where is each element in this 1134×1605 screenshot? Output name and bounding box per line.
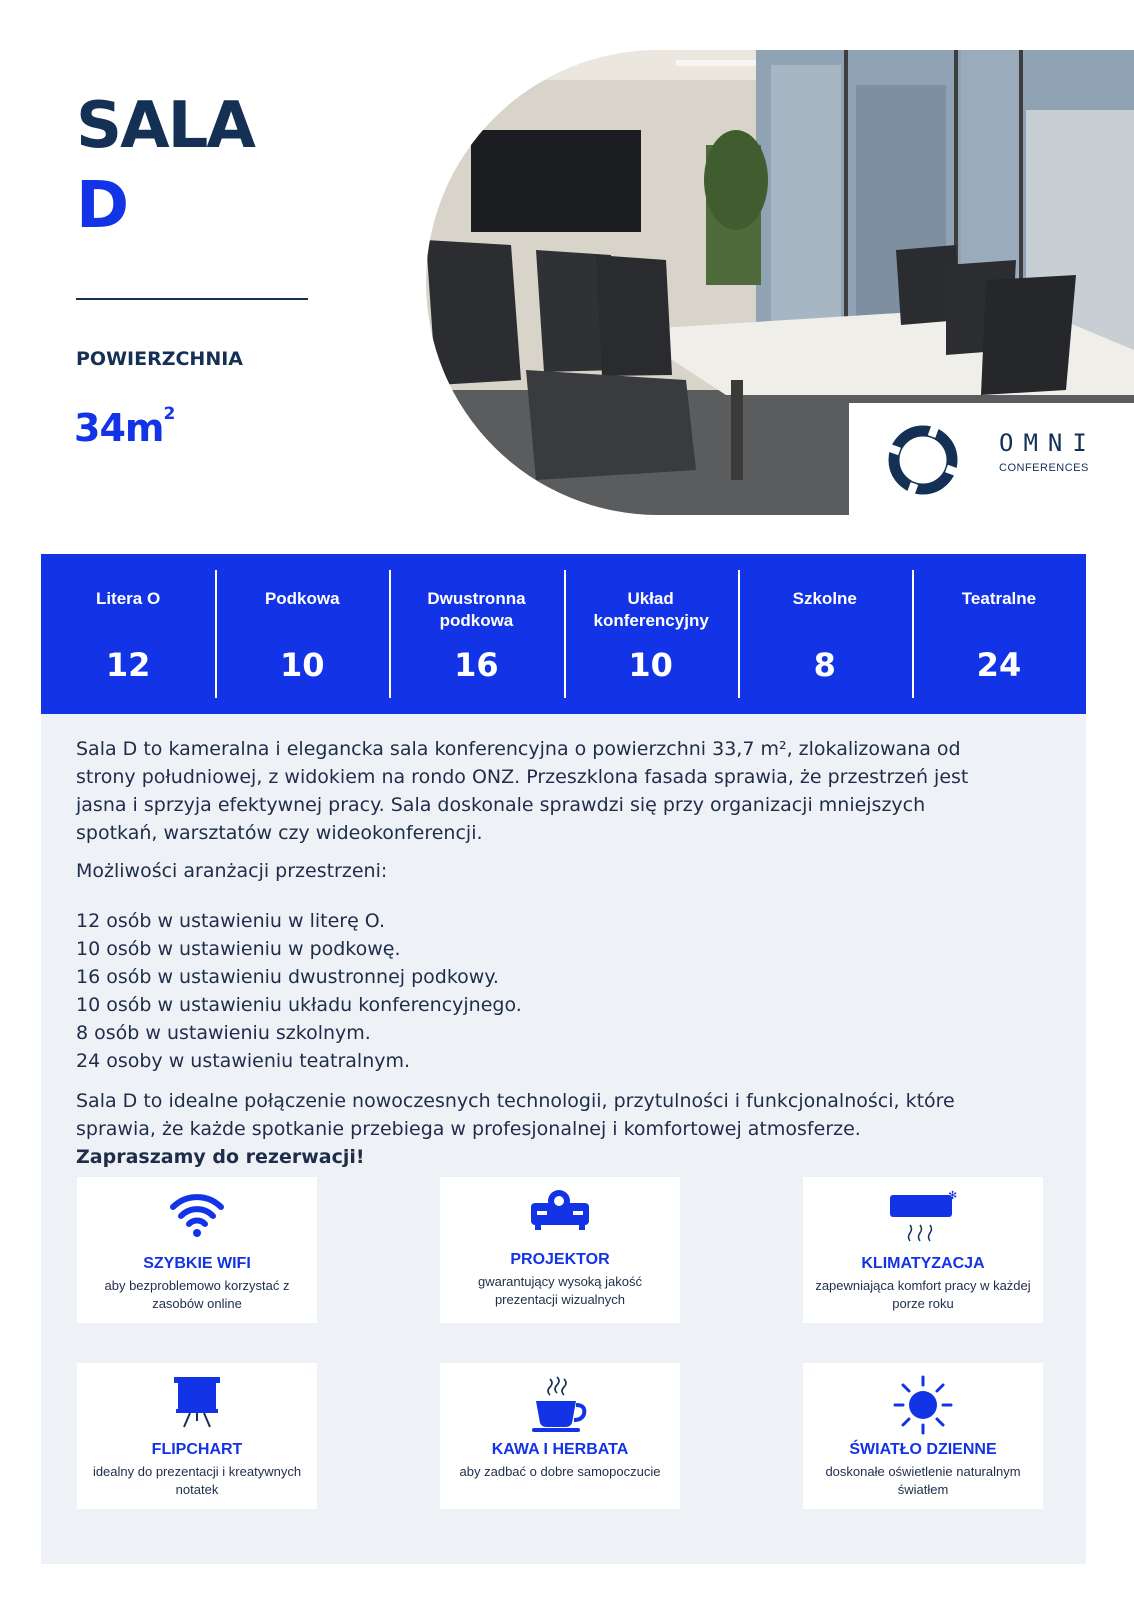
feature-desc: zapewniająca komfort pracy w każdej porze roku bbox=[815, 1278, 1031, 1311]
list-item: 8 osób w ustawieniu szkolnym. bbox=[76, 1022, 371, 1044]
capacity-cell bbox=[738, 554, 912, 714]
capacity-label: Litera O bbox=[95, 589, 161, 608]
capacity-bar bbox=[41, 554, 1086, 714]
capacity-cell bbox=[215, 554, 389, 714]
feature-card-daylight bbox=[803, 1363, 1043, 1509]
feature-card-ac bbox=[803, 1177, 1043, 1323]
wifi-icon bbox=[169, 1189, 225, 1239]
title-divider bbox=[76, 298, 308, 300]
cta-text: Zapraszamy do rezerwacji! bbox=[76, 1146, 365, 1168]
feature-name: PROJEKTOR bbox=[510, 1251, 610, 1268]
room-title bbox=[76, 86, 254, 246]
capacity-label: Dwustronna podkowa bbox=[427, 589, 526, 630]
projector-icon bbox=[529, 1189, 591, 1233]
feature-card-wifi bbox=[77, 1177, 317, 1323]
feature-name: ŚWIATŁO DZIENNE bbox=[849, 1441, 997, 1458]
capacity-cell bbox=[564, 554, 738, 714]
feature-desc: aby bezproblemowo korzystać z zasobów online bbox=[104, 1278, 290, 1311]
description-closing bbox=[76, 1087, 976, 1171]
list-item: 10 osób w ustawieniu układu konferencyjnego. bbox=[76, 994, 522, 1016]
feature-name: FLIPCHART bbox=[151, 1441, 243, 1458]
flipchart-icon bbox=[172, 1375, 222, 1429]
omni-logo-icon bbox=[886, 423, 960, 497]
capacity-value: 10 bbox=[279, 646, 325, 684]
svg-text:✻: ✻ bbox=[948, 1189, 958, 1202]
room-title-line1: SALA bbox=[76, 89, 254, 163]
area-number: 34m bbox=[74, 406, 164, 450]
sun-icon bbox=[893, 1375, 953, 1435]
list-item: 24 osoby w ustawieniu teatralnym. bbox=[76, 1050, 411, 1072]
capacity-cell bbox=[912, 554, 1086, 714]
capacity-label: Układ konferencyjny bbox=[593, 589, 709, 630]
list-item: 16 osób w ustawieniu dwustronnej podkowy. bbox=[76, 966, 499, 988]
capacity-value: 10 bbox=[628, 646, 673, 684]
capacity-label: Podkowa bbox=[264, 589, 340, 608]
coffee-cup-icon bbox=[532, 1375, 588, 1433]
omni-logo-sub: CONFERENCES bbox=[999, 462, 1089, 474]
capacity-value: 16 bbox=[454, 646, 499, 684]
list-item: 10 osób w ustawieniu w podkowę. bbox=[76, 938, 401, 960]
area-unit-sup: 2 bbox=[163, 404, 175, 425]
list-item: 12 osób w ustawieniu w literę O. bbox=[76, 910, 386, 932]
feature-name: SZYBKIE WIFI bbox=[143, 1255, 251, 1272]
capacity-cell bbox=[389, 554, 563, 714]
air-conditioner-icon bbox=[888, 1189, 958, 1245]
capacity-value: 24 bbox=[976, 646, 1022, 684]
omni-logo-word: OMNI bbox=[999, 429, 1097, 457]
capacity-value: 12 bbox=[105, 646, 151, 684]
capacity-value: 8 bbox=[813, 646, 836, 684]
area-value bbox=[74, 406, 174, 450]
options-heading: Możliwości aranżacji przestrzeni: bbox=[76, 860, 388, 882]
feature-name: KAWA I HERBATA bbox=[491, 1441, 629, 1458]
feature-card-coffee bbox=[440, 1363, 680, 1509]
feature-name: KLIMATYZACJA bbox=[861, 1255, 985, 1272]
feature-desc: gwarantujący wysoką jakość prezentacji wizualnych bbox=[477, 1274, 643, 1307]
description bbox=[76, 735, 976, 1181]
capacity-cell bbox=[41, 554, 215, 714]
omni-logo bbox=[849, 403, 1134, 516]
capacity-label: Szkolne bbox=[792, 589, 857, 608]
capacity-label: Teatralne bbox=[961, 589, 1037, 608]
feature-card-flipchart bbox=[77, 1363, 317, 1509]
feature-desc: aby zadbać o dobre samopoczucie bbox=[459, 1464, 661, 1479]
feature-desc: doskonałe oświetlenie naturalnym światłem bbox=[825, 1464, 1021, 1497]
closing-text: Sala D to idealne połączenie nowoczesnych technologii, przytulności i funkcjonalności, które sprawia, że każde spotkanie przebiega w profesjonalnej i komfortowej atmosferze. bbox=[76, 1090, 955, 1140]
feature-desc: idealny do prezentacji i kreatywnych notatek bbox=[92, 1464, 302, 1497]
options-list bbox=[76, 907, 976, 1075]
description-intro: Sala D to kameralna i elegancka sala konferencyjna o powierzchni 33,7 m², zlokalizowana od strony południowej, z widokiem na rondo ONZ. Przeszklona fasada sprawia, że przestrzeń jest jasna i sprzyja efektywnej pracy. Sala doskonale sprawdzi się przy organizacji mniejszych spotkań, warsztatów czy wideokonferencji. bbox=[76, 738, 969, 844]
area-label: POWIERZCHNIA bbox=[76, 348, 244, 370]
feature-card-projector bbox=[440, 1177, 680, 1323]
room-title-line2: D bbox=[76, 169, 128, 243]
